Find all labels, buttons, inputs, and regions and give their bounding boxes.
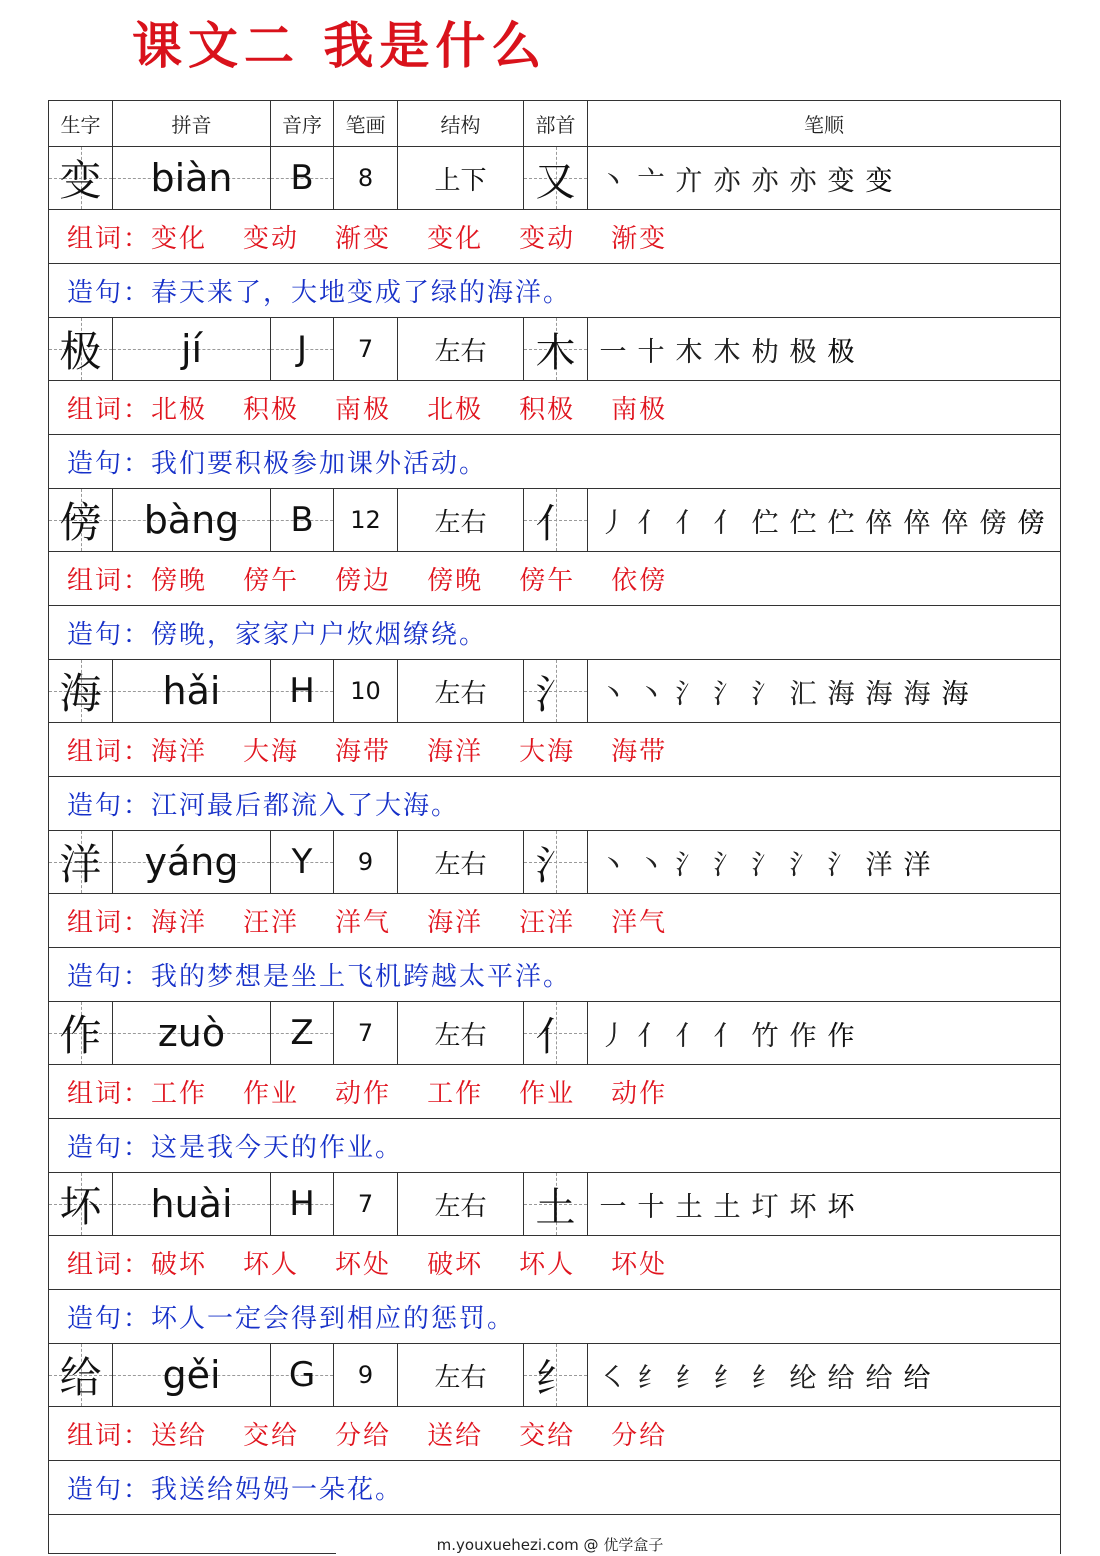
word-item: 傍午 bbox=[519, 566, 576, 596]
stroke-step: 倅 bbox=[862, 501, 896, 540]
char-row bbox=[49, 1173, 1060, 1236]
char-stroke-count: 9 bbox=[357, 1361, 374, 1389]
stroke-step: 作 bbox=[786, 1014, 820, 1053]
stroke-step: 丿 bbox=[596, 501, 630, 540]
word-item: 海带 bbox=[611, 737, 668, 767]
sentence-row bbox=[49, 777, 1060, 831]
char-letter: Y bbox=[291, 842, 313, 882]
char-letter: J bbox=[296, 329, 308, 369]
word-item: 坏人 bbox=[519, 1250, 576, 1280]
word-item: 南极 bbox=[335, 395, 392, 425]
stroke-order bbox=[588, 672, 972, 711]
stroke-step: 亻 bbox=[710, 1014, 744, 1053]
stroke-step: 海 bbox=[938, 672, 972, 711]
stroke-step: 氵 bbox=[710, 843, 744, 882]
words-label: 组词： bbox=[67, 566, 152, 596]
char-letter: Z bbox=[290, 1013, 314, 1053]
stroke-step: 坏 bbox=[824, 1185, 858, 1224]
char-pinyin: huài bbox=[150, 1182, 233, 1226]
char-letter: H bbox=[289, 671, 315, 711]
char-pinyin: jí bbox=[180, 327, 203, 371]
words-row bbox=[49, 894, 1060, 948]
char-row bbox=[49, 831, 1060, 894]
stroke-step: 亦 bbox=[748, 159, 782, 198]
header-char: 生字 bbox=[49, 101, 113, 146]
stroke-step: 氵 bbox=[748, 672, 782, 711]
header-radical: 部首 bbox=[524, 101, 588, 146]
stroke-step: 伫 bbox=[824, 501, 858, 540]
word-item: 海洋 bbox=[151, 908, 208, 938]
stroke-step: 傍 bbox=[976, 501, 1010, 540]
sentence-row bbox=[49, 1290, 1060, 1344]
char-stroke-count: 12 bbox=[350, 506, 381, 534]
stroke-step: ㇛ bbox=[596, 1356, 630, 1395]
word-item: 交给 bbox=[243, 1421, 300, 1451]
character-table bbox=[48, 100, 1061, 1554]
char-pinyin: biàn bbox=[150, 156, 233, 200]
words-row bbox=[49, 1236, 1060, 1290]
stroke-step: 丶 bbox=[634, 843, 668, 882]
sentence-row bbox=[49, 948, 1060, 1002]
words-label: 组词： bbox=[67, 737, 152, 767]
sentence-label: 造句： bbox=[67, 791, 152, 821]
stroke-step: 作 bbox=[824, 1014, 858, 1053]
stroke-step: 亣 bbox=[672, 159, 706, 198]
char-glyph: 变 bbox=[59, 156, 102, 205]
word-item: 坏处 bbox=[611, 1250, 668, 1280]
char-letter: H bbox=[289, 1184, 315, 1224]
sentence-text: 我送给妈妈一朵花。 bbox=[151, 1475, 404, 1505]
stroke-step: 倅 bbox=[938, 501, 972, 540]
sentence-row bbox=[49, 435, 1060, 489]
words-label: 组词： bbox=[67, 1250, 152, 1280]
sentence-text: 我们要积极参加课外活动。 bbox=[151, 449, 488, 479]
sentence-row bbox=[49, 264, 1060, 318]
words-row bbox=[49, 552, 1060, 606]
char-stroke-count: 9 bbox=[357, 848, 374, 876]
char-row bbox=[49, 489, 1060, 552]
char-row bbox=[49, 1002, 1060, 1065]
word-item: 变化 bbox=[151, 224, 208, 254]
sentence-label: 造句： bbox=[67, 1475, 152, 1505]
stroke-step: 一 bbox=[596, 1185, 630, 1224]
stroke-step: 丶 bbox=[634, 672, 668, 711]
header-strokes: 笔画 bbox=[334, 101, 398, 146]
stroke-step: 极 bbox=[824, 330, 858, 369]
stroke-step: 变 bbox=[824, 159, 858, 198]
sentence-text: 这是我今天的作业。 bbox=[151, 1133, 404, 1163]
char-pinyin: gěi bbox=[162, 1353, 221, 1397]
footer-divider bbox=[48, 1553, 336, 1554]
stroke-step: 给 bbox=[862, 1356, 896, 1395]
stroke-step: 丿 bbox=[596, 1014, 630, 1053]
word-item: 南极 bbox=[611, 395, 668, 425]
word-item: 送给 bbox=[427, 1421, 484, 1451]
char-structure: 左右 bbox=[434, 336, 487, 367]
char-radical: 氵 bbox=[535, 671, 576, 718]
stroke-step: 纟 bbox=[748, 1356, 782, 1395]
char-stroke-count: 7 bbox=[357, 1019, 374, 1047]
stroke-order bbox=[588, 159, 896, 198]
sentence-text: 春天来了，大地变成了绿的海洋。 bbox=[151, 278, 572, 308]
stroke-step: 洋 bbox=[900, 843, 934, 882]
word-item: 汪洋 bbox=[243, 908, 300, 938]
word-item: 北极 bbox=[151, 395, 208, 425]
stroke-step: 氵 bbox=[786, 843, 820, 882]
sentence-row bbox=[49, 1119, 1060, 1173]
stroke-step: 十 bbox=[634, 330, 668, 369]
char-pinyin: yáng bbox=[144, 840, 239, 884]
char-radical: 纟 bbox=[535, 1355, 576, 1402]
word-item: 汪洋 bbox=[519, 908, 576, 938]
word-item: 傍晚 bbox=[151, 566, 208, 596]
char-row bbox=[49, 318, 1060, 381]
words-row bbox=[49, 723, 1060, 777]
word-item: 北极 bbox=[427, 395, 484, 425]
char-glyph: 极 bbox=[59, 327, 102, 376]
word-item: 海洋 bbox=[427, 908, 484, 938]
char-stroke-count: 10 bbox=[350, 677, 381, 705]
stroke-order bbox=[588, 1014, 858, 1053]
stroke-step: 亻 bbox=[634, 1014, 668, 1053]
word-item: 积极 bbox=[243, 395, 300, 425]
sentence-row bbox=[49, 606, 1060, 660]
stroke-step: 氵 bbox=[672, 672, 706, 711]
words-row bbox=[49, 1407, 1060, 1461]
word-item: 傍边 bbox=[335, 566, 392, 596]
word-item: 作业 bbox=[519, 1079, 576, 1109]
char-glyph: 给 bbox=[59, 1353, 102, 1402]
char-stroke-count: 8 bbox=[357, 164, 374, 192]
word-item: 变动 bbox=[519, 224, 576, 254]
char-radical: 亻 bbox=[535, 500, 576, 547]
stroke-step: 丶 bbox=[596, 672, 630, 711]
stroke-step: 海 bbox=[900, 672, 934, 711]
char-letter: B bbox=[290, 500, 314, 540]
stroke-step: 圢 bbox=[748, 1185, 782, 1224]
header-stroke-order: 笔顺 bbox=[804, 113, 844, 137]
stroke-step: 氵 bbox=[824, 843, 858, 882]
stroke-step: 丶 bbox=[596, 843, 630, 882]
stroke-step: 亻 bbox=[634, 501, 668, 540]
stroke-step: 洋 bbox=[862, 843, 896, 882]
sentence-text: 我的梦想是坐上飞机跨越太平洋。 bbox=[151, 962, 572, 992]
sentence-label: 造句： bbox=[67, 1133, 152, 1163]
char-pinyin: hǎi bbox=[162, 669, 221, 713]
char-stroke-count: 7 bbox=[357, 1190, 374, 1218]
char-glyph: 傍 bbox=[59, 498, 102, 547]
char-glyph: 海 bbox=[59, 669, 102, 718]
stroke-step: 傍 bbox=[1014, 501, 1048, 540]
char-stroke-count: 7 bbox=[357, 335, 374, 363]
stroke-step: 亦 bbox=[710, 159, 744, 198]
word-item: 洋气 bbox=[611, 908, 668, 938]
stroke-step: 丶 bbox=[596, 159, 630, 198]
sentence-label: 造句： bbox=[67, 449, 152, 479]
stroke-step: 纟 bbox=[672, 1356, 706, 1395]
char-letter: G bbox=[288, 1355, 316, 1395]
word-item: 大海 bbox=[519, 737, 576, 767]
stroke-step: 亻 bbox=[672, 1014, 706, 1053]
sentence-label: 造句： bbox=[67, 278, 152, 308]
word-item: 工作 bbox=[427, 1079, 484, 1109]
words-row bbox=[49, 210, 1060, 264]
sentence-text: 坏人一定会得到相应的惩罚。 bbox=[151, 1304, 516, 1334]
word-item: 傍午 bbox=[243, 566, 300, 596]
char-structure: 上下 bbox=[434, 165, 487, 196]
stroke-step: 给 bbox=[900, 1356, 934, 1395]
char-structure: 左右 bbox=[434, 678, 487, 709]
char-row bbox=[49, 147, 1060, 210]
word-item: 海洋 bbox=[427, 737, 484, 767]
stroke-step: 亦 bbox=[786, 159, 820, 198]
stroke-step: 朸 bbox=[748, 330, 782, 369]
header-pinyin: 拼音 bbox=[113, 101, 271, 146]
char-glyph: 作 bbox=[59, 1011, 102, 1060]
char-radical: 氵 bbox=[535, 842, 576, 889]
stroke-step: 纟 bbox=[710, 1356, 744, 1395]
char-row bbox=[49, 1344, 1060, 1407]
char-row bbox=[49, 660, 1060, 723]
char-letter: B bbox=[290, 158, 314, 198]
stroke-step: 木 bbox=[672, 330, 706, 369]
stroke-step: 氵 bbox=[710, 672, 744, 711]
word-item: 破坏 bbox=[151, 1250, 208, 1280]
stroke-step: 变 bbox=[862, 159, 896, 198]
stroke-step: 木 bbox=[710, 330, 744, 369]
stroke-step: 亻 bbox=[710, 501, 744, 540]
char-radical: 木 bbox=[535, 329, 576, 376]
word-item: 变动 bbox=[243, 224, 300, 254]
words-row bbox=[49, 381, 1060, 435]
stroke-step: 坏 bbox=[786, 1185, 820, 1224]
char-glyph: 洋 bbox=[59, 840, 102, 889]
sentence-label: 造句： bbox=[67, 962, 152, 992]
stroke-step: 纟 bbox=[634, 1356, 668, 1395]
stroke-step: 纶 bbox=[786, 1356, 820, 1395]
char-glyph: 坏 bbox=[59, 1182, 102, 1231]
stroke-step: 十 bbox=[634, 1185, 668, 1224]
char-radical: 又 bbox=[535, 158, 576, 205]
word-item: 积极 bbox=[519, 395, 576, 425]
sentence-text: 江河最后都流入了大海。 bbox=[151, 791, 460, 821]
words-label: 组词： bbox=[67, 395, 152, 425]
page-title: 课文二 我是什么 bbox=[132, 16, 548, 75]
char-structure: 左右 bbox=[434, 1191, 487, 1222]
sentence-text: 傍晚，家家户户炊烟缭绕。 bbox=[151, 620, 488, 650]
stroke-step: 伫 bbox=[786, 501, 820, 540]
stroke-step: 伫 bbox=[748, 501, 782, 540]
stroke-order bbox=[588, 501, 1048, 540]
stroke-step: 土 bbox=[672, 1185, 706, 1224]
word-item: 依傍 bbox=[611, 566, 668, 596]
word-item: 工作 bbox=[151, 1079, 208, 1109]
sentence-label: 造句： bbox=[67, 620, 152, 650]
stroke-step: 海 bbox=[824, 672, 858, 711]
sentence-label: 造句： bbox=[67, 1304, 152, 1334]
stroke-step: 海 bbox=[862, 672, 896, 711]
header-structure: 结构 bbox=[398, 101, 524, 146]
word-item: 大海 bbox=[243, 737, 300, 767]
word-item: 动作 bbox=[611, 1079, 668, 1109]
word-item: 洋气 bbox=[335, 908, 392, 938]
word-item: 送给 bbox=[151, 1421, 208, 1451]
char-structure: 左右 bbox=[434, 849, 487, 880]
word-item: 渐变 bbox=[611, 224, 668, 254]
stroke-order bbox=[588, 1185, 858, 1224]
stroke-order bbox=[588, 1356, 934, 1395]
word-item: 渐变 bbox=[335, 224, 392, 254]
word-item: 傍晚 bbox=[427, 566, 484, 596]
word-item: 交给 bbox=[519, 1421, 576, 1451]
stroke-order bbox=[588, 330, 858, 369]
word-item: 海带 bbox=[335, 737, 392, 767]
stroke-step: 给 bbox=[824, 1356, 858, 1395]
stroke-step: 氵 bbox=[672, 843, 706, 882]
stroke-step: 一 bbox=[596, 330, 630, 369]
word-item: 作业 bbox=[243, 1079, 300, 1109]
char-pinyin: zuò bbox=[157, 1011, 226, 1055]
char-structure: 左右 bbox=[434, 1020, 487, 1051]
stroke-step: 极 bbox=[786, 330, 820, 369]
char-radical: 亻 bbox=[535, 1013, 576, 1060]
stroke-order bbox=[588, 843, 934, 882]
words-label: 组词： bbox=[67, 224, 152, 254]
stroke-step: 汇 bbox=[786, 672, 820, 711]
char-radical: 土 bbox=[535, 1184, 576, 1231]
word-item: 动作 bbox=[335, 1079, 392, 1109]
word-item: 破坏 bbox=[427, 1250, 484, 1280]
word-item: 分给 bbox=[611, 1421, 668, 1451]
stroke-step: 亻 bbox=[672, 501, 706, 540]
word-item: 坏人 bbox=[243, 1250, 300, 1280]
word-item: 变化 bbox=[427, 224, 484, 254]
word-item: 坏处 bbox=[335, 1250, 392, 1280]
header-letter: 音序 bbox=[271, 101, 334, 146]
stroke-step: 土 bbox=[710, 1185, 744, 1224]
words-label: 组词： bbox=[67, 1079, 152, 1109]
char-structure: 左右 bbox=[434, 507, 487, 538]
stroke-step: 氵 bbox=[748, 843, 782, 882]
words-row bbox=[49, 1065, 1060, 1119]
word-item: 海洋 bbox=[151, 737, 208, 767]
stroke-step: 亠 bbox=[634, 159, 668, 198]
footer-source: m.youxuehezi.com @ 优学盒子 bbox=[436, 1536, 664, 1554]
words-label: 组词： bbox=[67, 908, 152, 938]
char-structure: 左右 bbox=[434, 1362, 487, 1393]
table-header bbox=[49, 101, 1060, 147]
stroke-step: 竹 bbox=[748, 1014, 782, 1053]
words-label: 组词： bbox=[67, 1421, 152, 1451]
word-item: 分给 bbox=[335, 1421, 392, 1451]
sentence-row bbox=[49, 1461, 1060, 1515]
char-pinyin: bàng bbox=[143, 498, 240, 542]
stroke-step: 倅 bbox=[900, 501, 934, 540]
